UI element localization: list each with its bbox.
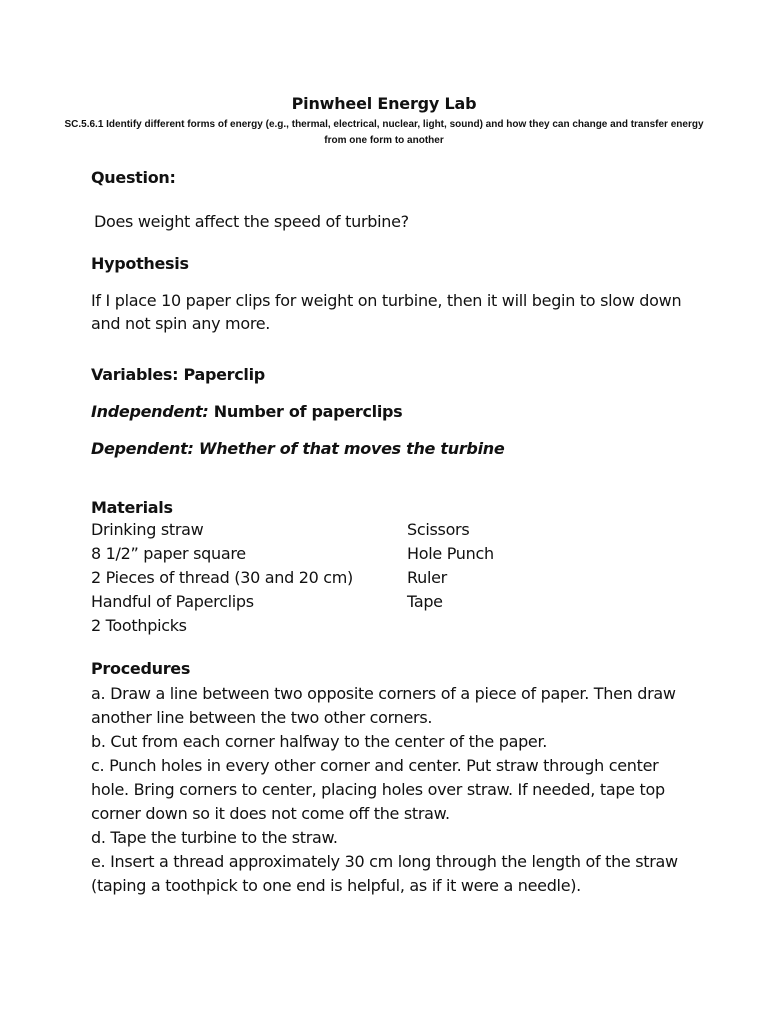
independent-variable	[91, 402, 402, 421]
material-right	[407, 614, 611, 638]
material-left: 2 Pieces of thread (30 and 20 cm)	[91, 568, 353, 587]
list-item	[91, 590, 611, 614]
question-text: Does weight affect the speed of turbine?	[94, 212, 409, 231]
material-left: Drinking straw	[91, 520, 204, 539]
material-left: 2 Toothpicks	[91, 616, 187, 635]
material-right: Tape	[407, 592, 443, 611]
dependent-variable	[91, 439, 504, 458]
page-title: Pinwheel Energy Lab	[291, 94, 477, 113]
procedure-step: b. Cut from each corner halfway to the center of the paper.	[91, 732, 548, 751]
hypothesis-heading: Hypothesis	[91, 254, 189, 273]
variables-heading: Variables: Paperclip	[91, 365, 265, 384]
independent-value: Number of paperclips	[213, 402, 403, 421]
dependent-value: Whether of that moves the turbine	[198, 439, 505, 458]
procedure-step: d. Tape the turbine to the straw.	[91, 828, 338, 847]
independent-label: Independent:	[91, 402, 209, 421]
procedure-step: a. Draw a line between two opposite corners of a piece of paper. Then draw another line between the two other corners.	[91, 684, 676, 727]
material-left: 8 1/2” paper square	[91, 544, 246, 563]
material-left: Handful of Paperclips	[91, 592, 254, 611]
list-item	[91, 566, 611, 590]
procedure-step: c. Punch holes in every other corner and center. Put straw through center hole. Bring corners to center, placing holes over straw. If needed, tape top corner down so it does not come off the straw.	[91, 756, 665, 823]
material-right: Ruler	[407, 568, 447, 587]
hypothesis-text: If I place 10 paper clips for weight on turbine, then it will begin to slow down and not spin any more.	[91, 291, 682, 333]
dependent-label: Dependent:	[91, 439, 194, 458]
standard-text: SC.5.6.1 Identify different forms of energy (e.g., thermal, electrical, nuclear, light, sound) and how they can change and transfer energy from one form to another	[64, 119, 704, 146]
procedure-step: e. Insert a thread approximately 30 cm long through the length of the straw (taping a toothpick to one end is helpful, as if it were a needle).	[91, 852, 678, 895]
material-right: Scissors	[407, 520, 470, 539]
materials-heading: Materials	[91, 498, 173, 517]
list-item	[91, 614, 611, 638]
list-item	[91, 542, 611, 566]
procedures-heading: Procedures	[91, 659, 191, 678]
list-item	[91, 518, 611, 542]
materials-list	[91, 518, 611, 638]
material-right: Hole Punch	[407, 544, 494, 563]
procedures-list	[91, 682, 691, 898]
question-heading: Question:	[91, 168, 176, 187]
